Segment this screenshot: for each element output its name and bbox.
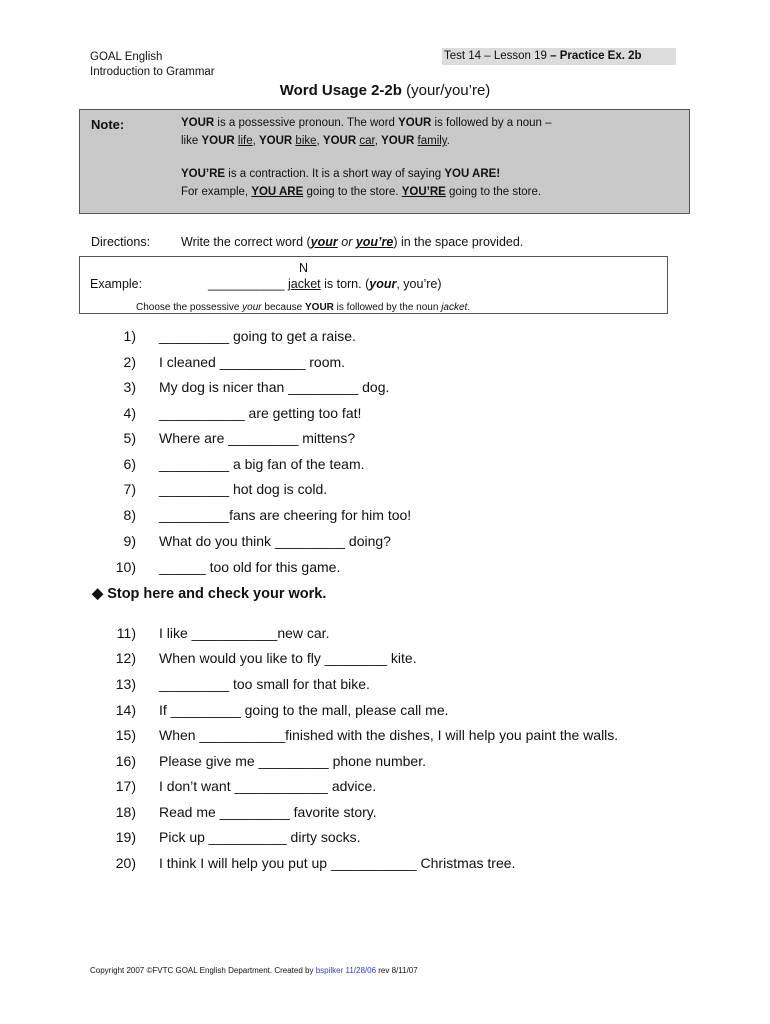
note-text: going to the store. <box>303 186 402 198</box>
note-text: is followed by a noun – <box>431 117 552 129</box>
question-text: I like ___________new car. <box>159 625 330 641</box>
example-explanation-part: jacket <box>441 302 468 313</box>
question-number: 6) <box>123 456 136 472</box>
note-box <box>79 109 690 214</box>
question-number: 11) <box>116 625 136 641</box>
question-text: When ___________finished with the dishes, I will help you paint the walls. <box>159 727 619 743</box>
lesson-tag <box>442 48 676 65</box>
note-line-3 <box>181 168 500 180</box>
directions-part: or <box>337 235 356 249</box>
example-explanation-part: YOUR <box>305 302 334 313</box>
note-noun: family <box>417 135 447 147</box>
note-line-4 <box>181 186 541 198</box>
question-number: 14) <box>115 702 136 718</box>
page-title <box>0 82 770 99</box>
question-number: 5) <box>123 430 136 446</box>
example-explanation-part: . <box>467 302 471 313</box>
stop-text: Stop here and check your work. <box>107 586 327 602</box>
directions-word: you’re <box>355 235 394 249</box>
question-text: If _________ going to the mall, please call me. <box>159 702 449 718</box>
question-text: ___________ are getting too fat! <box>159 405 362 421</box>
note-word: YOU ARE! <box>444 168 501 180</box>
question-number: 16) <box>115 753 136 769</box>
question-number: 19) <box>115 829 136 845</box>
note-word: YOUR <box>322 135 357 147</box>
question-text: When would you like to fly ________ kite. <box>159 650 417 666</box>
practice-label: – Practice Ex. 2b <box>550 50 642 62</box>
example-explanation-part: is followed by the noun <box>333 302 442 313</box>
question-text: I cleaned ___________ room. <box>159 354 346 370</box>
example-text: , you’re) <box>396 277 442 291</box>
question-text: _________ a big fan of the team. <box>159 456 365 472</box>
note-word: YOU ARE <box>251 186 304 198</box>
note-word: YOU’RE <box>181 168 226 180</box>
question-text: Pick up __________ dirty socks. <box>159 829 361 845</box>
example-label: Example: <box>90 277 143 291</box>
example-sentence <box>208 277 442 291</box>
question-text: What do you think _________ doing? <box>159 533 391 549</box>
question-number: 10) <box>115 559 136 575</box>
noun-marker: N <box>299 261 309 275</box>
directions-part: ) in the space provided. <box>393 235 524 249</box>
note-line-2: like YOUR life, YOUR bike, YOUR car, YOUR family. <box>181 135 450 147</box>
stop-instruction <box>92 586 326 602</box>
question-text: _________ too small for that bike. <box>159 676 370 692</box>
note-noun: life <box>237 135 253 147</box>
diamond-bullet-icon: ◆ <box>92 586 104 602</box>
example-noun: jacket <box>287 277 321 291</box>
question-text: Please give me _________ phone number. <box>159 753 426 769</box>
question-number: 2) <box>123 354 136 370</box>
question-number: 12) <box>115 650 136 666</box>
directions-label: Directions: <box>91 235 151 249</box>
example-explanation-part: your <box>242 302 262 313</box>
directions-word: your <box>310 235 338 249</box>
note-word: YOUR <box>181 117 215 129</box>
note-word: YOUR <box>381 135 415 147</box>
title-main: Word Usage 2-2b <box>279 82 402 99</box>
note-word: YOUR <box>201 135 235 147</box>
example-explanation-part: Choose the possessive <box>136 302 243 313</box>
example-answer: your <box>369 277 397 291</box>
question-text: My dog is nicer than _________ dog. <box>159 379 390 395</box>
question-number: 8) <box>123 507 136 523</box>
question-text: _________fans are cheering for him too! <box>159 507 412 523</box>
question-number: 7) <box>123 481 136 497</box>
directions-part: Write the correct word ( <box>181 235 311 249</box>
document-header <box>90 50 215 80</box>
example-explanation <box>136 302 470 313</box>
question-text: ______ too old for this game. <box>159 559 341 575</box>
question-number: 9) <box>123 533 136 549</box>
note-label: Note: <box>91 117 125 132</box>
directions-text <box>181 235 523 249</box>
copyright-footer <box>90 966 418 975</box>
note-noun: car <box>359 135 375 147</box>
author-link[interactable]: bspilker 11/28/06 <box>315 966 377 975</box>
question-number: 15) <box>115 727 136 743</box>
question-number: 1) <box>123 328 136 344</box>
note-line-1 <box>181 117 552 129</box>
example-box <box>79 256 668 314</box>
question-text: _________ hot dog is cold. <box>159 481 328 497</box>
question-number: 17) <box>115 778 136 794</box>
title-sub: (your/you’re) <box>406 82 491 99</box>
note-word: YOUR <box>258 135 293 147</box>
footer-text: Copyright 2007 ©FVTC GOAL English Department. Created by <box>90 966 316 975</box>
question-number: 13) <box>115 676 136 692</box>
question-text: _________ going to get a raise. <box>159 328 356 344</box>
footer-text: rev 8/11/07 <box>376 966 418 975</box>
note-text: going to the store. <box>445 186 542 198</box>
test-lesson: Test 14 – Lesson 19 <box>444 50 547 62</box>
note-text: is a contraction. It is a short way of saying <box>225 168 445 180</box>
note-word: YOUR <box>398 117 432 129</box>
note-word: YOU’RE <box>401 186 446 198</box>
example-text: is torn. ( <box>320 277 370 291</box>
question-number: 20) <box>115 855 136 871</box>
question-number: 3) <box>123 379 136 395</box>
note-text: like <box>181 135 202 147</box>
question-number: 18) <box>115 804 136 820</box>
question-text: Where are _________ mittens? <box>159 430 356 446</box>
org-name: GOAL English <box>90 51 163 63</box>
example-explanation-part: because <box>261 302 305 313</box>
example-blank: ___________ <box>208 277 285 291</box>
note-text: For example, <box>181 186 252 198</box>
course-name: Introduction to Grammar <box>90 66 215 78</box>
question-text: Read me _________ favorite story. <box>159 804 377 820</box>
question-text: I think I will help you put up ___________ Christmas tree. <box>159 855 516 871</box>
question-text: I don’t want ____________ advice. <box>159 778 377 794</box>
note-noun: bike <box>295 135 317 147</box>
question-number: 4) <box>123 405 136 421</box>
note-text: is a possessive pronoun. The word <box>214 117 399 129</box>
